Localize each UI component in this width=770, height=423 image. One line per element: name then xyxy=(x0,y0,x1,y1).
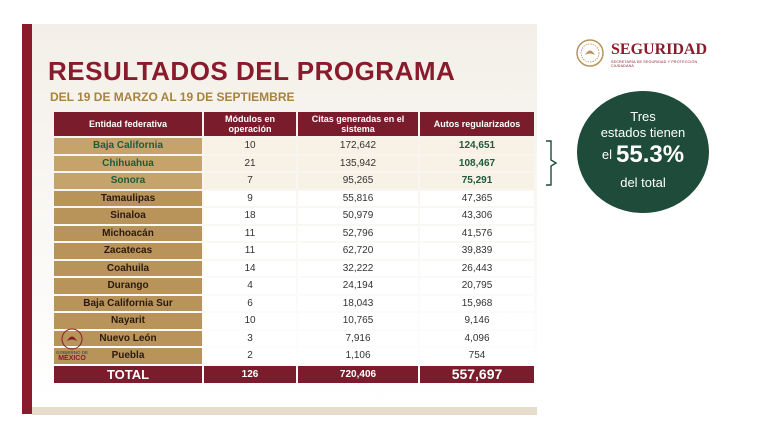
column-header-state: Entidad federativa xyxy=(54,112,202,136)
seguridad-brand xyxy=(575,38,735,72)
modules-cell: 9 xyxy=(204,191,296,207)
modules-cell: 14 xyxy=(204,261,296,277)
gov-logo-line2: MÉXICO xyxy=(58,355,86,362)
results-table xyxy=(52,110,536,385)
modules-cell: 11 xyxy=(204,226,296,242)
citas-cell: 1,106 xyxy=(298,348,418,364)
column-header-autos: Autos regularizados xyxy=(420,112,534,136)
table-row xyxy=(54,208,534,224)
citas-cell: 52,796 xyxy=(298,226,418,242)
citas-cell: 18,043 xyxy=(298,296,418,312)
state-cell: Tamaulipas xyxy=(54,191,202,207)
table-row xyxy=(54,278,534,294)
autos-cell: 9,146 xyxy=(420,313,534,329)
callout-line-1: Tres xyxy=(630,109,656,124)
left-accent-strip xyxy=(22,24,32,414)
citas-cell: 62,720 xyxy=(298,243,418,259)
autos-cell: 20,795 xyxy=(420,278,534,294)
autos-cell: 39,839 xyxy=(420,243,534,259)
citas-cell: 135,942 xyxy=(298,156,418,172)
brand-name: SEGURIDAD xyxy=(611,41,708,58)
table-row xyxy=(54,261,534,277)
autos-cell: 124,651 xyxy=(420,138,534,154)
state-cell: Baja California Sur xyxy=(54,296,202,312)
state-cell: Durango xyxy=(54,278,202,294)
modules-cell: 21 xyxy=(204,156,296,172)
autos-cell: 4,096 xyxy=(420,331,534,347)
modules-cell: 10 xyxy=(204,313,296,329)
state-cell: Coahuila xyxy=(54,261,202,277)
modules-cell: 10 xyxy=(204,138,296,154)
table-row xyxy=(54,313,534,329)
total-row xyxy=(54,366,534,383)
state-cell: Sinaloa xyxy=(54,208,202,224)
gov-logo-line1: GOBIERNO DE xyxy=(55,350,88,355)
citas-cell: 50,979 xyxy=(298,208,418,224)
autos-cell: 75,291 xyxy=(420,173,534,189)
column-header-citas: Citas generadas en el sistema xyxy=(298,112,418,136)
modules-cell: 2 xyxy=(204,348,296,364)
modules-cell: 6 xyxy=(204,296,296,312)
gobierno-de-mexico-logo xyxy=(52,328,92,380)
citas-cell: 172,642 xyxy=(298,138,418,154)
highlight-callout-circle xyxy=(577,91,709,213)
modules-cell: 3 xyxy=(204,331,296,347)
citas-cell: 95,265 xyxy=(298,173,418,189)
table-row xyxy=(54,331,534,347)
state-cell: Zacatecas xyxy=(54,243,202,259)
column-header-modules: Módulos en operación xyxy=(204,112,296,136)
page-title: RESULTADOS DEL PROGRAMA xyxy=(48,56,456,86)
total-autos: 557,697 xyxy=(420,366,534,383)
modules-cell: 18 xyxy=(204,208,296,224)
callout-line-4: del total xyxy=(620,175,666,190)
modules-cell: 11 xyxy=(204,243,296,259)
autos-cell: 43,306 xyxy=(420,208,534,224)
top-three-bracket xyxy=(545,140,557,186)
national-seal-icon xyxy=(575,38,605,68)
table-header-row xyxy=(54,112,534,136)
autos-cell: 41,576 xyxy=(420,226,534,242)
table-row xyxy=(54,191,534,207)
table-row xyxy=(54,226,534,242)
autos-cell: 47,365 xyxy=(420,191,534,207)
autos-cell: 26,443 xyxy=(420,261,534,277)
eagle-seal-icon xyxy=(61,328,83,350)
callout-prefix: el xyxy=(601,147,613,162)
state-cell: Baja California xyxy=(54,138,202,154)
citas-cell: 24,194 xyxy=(298,278,418,294)
total-modules: 126 xyxy=(204,366,296,383)
modules-cell: 7 xyxy=(204,173,296,189)
total-citas: 720,406 xyxy=(298,366,418,383)
table-row xyxy=(54,173,534,189)
citas-cell: 10,765 xyxy=(298,313,418,329)
total-label: TOTAL xyxy=(54,366,202,383)
state-cell: Michoacán xyxy=(54,226,202,242)
autos-cell: 15,968 xyxy=(420,296,534,312)
brand-subtitle: SECRETARÍA DE SEGURIDAD Y PROTECCIÓN CIUDADANA xyxy=(611,60,698,68)
state-cell: Nayarit xyxy=(54,313,202,329)
table-row xyxy=(54,156,534,172)
table-row xyxy=(54,243,534,259)
modules-cell: 4 xyxy=(204,278,296,294)
autos-cell: 754 xyxy=(420,348,534,364)
autos-cell: 108,467 xyxy=(420,156,534,172)
state-cell: Nuevo León xyxy=(54,331,202,347)
table-row xyxy=(54,348,534,364)
citas-cell: 7,916 xyxy=(298,331,418,347)
page-subtitle: DEL 19 DE MARZO AL 19 DE SEPTIEMBRE xyxy=(50,90,295,104)
citas-cell: 55,816 xyxy=(298,191,418,207)
state-cell: Sonora xyxy=(54,173,202,189)
callout-percent: 55.3% xyxy=(616,141,685,168)
table-row xyxy=(54,296,534,312)
citas-cell: 32,222 xyxy=(298,261,418,277)
table-row xyxy=(54,138,534,154)
state-cell: Puebla xyxy=(54,348,202,364)
bottom-accent-band xyxy=(32,407,537,415)
callout-line-2: estados tienen xyxy=(600,125,686,140)
callout-percent-line xyxy=(577,141,709,169)
state-cell: Chihuahua xyxy=(54,156,202,172)
